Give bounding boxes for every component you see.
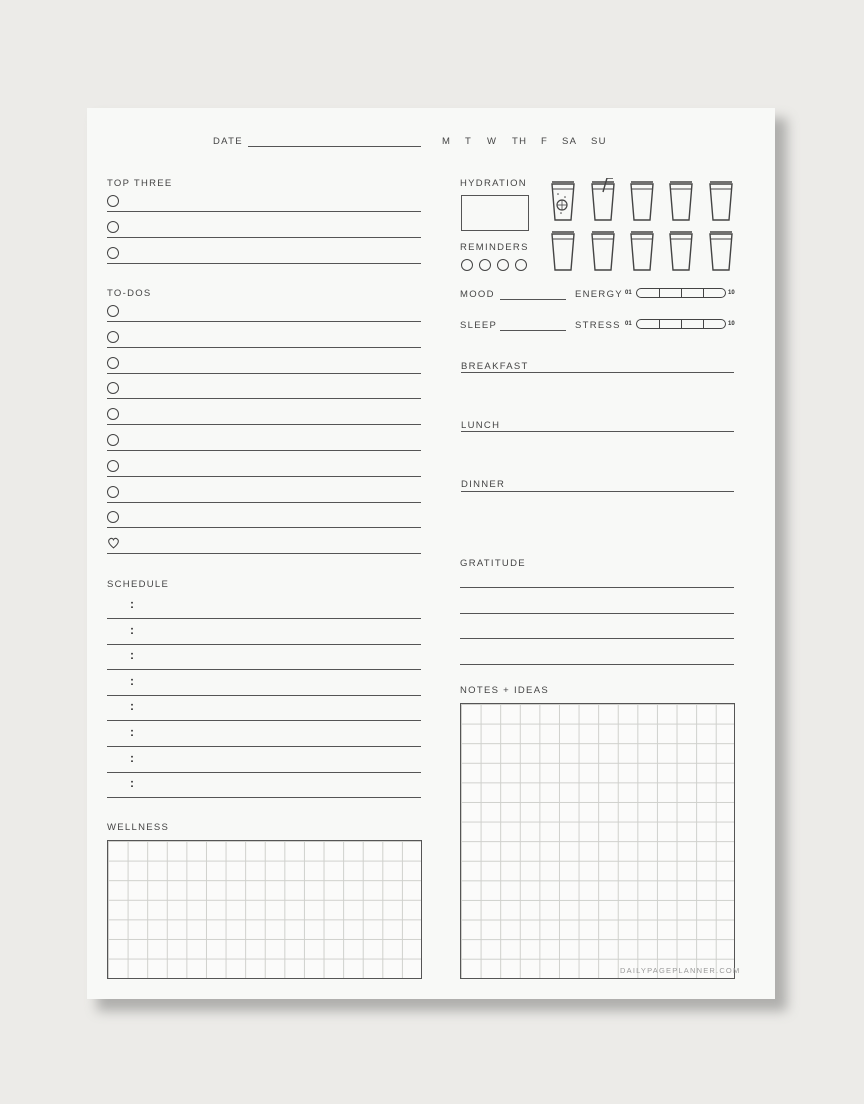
time-separator: : — [130, 699, 134, 713]
schedule-line[interactable] — [107, 797, 421, 798]
time-separator: : — [130, 725, 134, 739]
water-glass-icon[interactable] — [667, 228, 695, 272]
notes-grid[interactable] — [460, 703, 735, 979]
energy-scale-max: 10 — [728, 290, 735, 296]
top-three-line[interactable] — [107, 211, 421, 212]
stress-scale-max: 10 — [728, 321, 735, 327]
circle-icon[interactable] — [107, 382, 119, 394]
circle-icon[interactable] — [107, 357, 119, 369]
circle-icon[interactable] — [107, 511, 119, 523]
schedule-line[interactable] — [107, 720, 421, 721]
todo-line[interactable] — [107, 373, 421, 374]
todo-line[interactable] — [107, 347, 421, 348]
todo-line[interactable] — [107, 553, 421, 554]
top-three-heading: TOP THREE — [107, 178, 173, 189]
wellness-heading: WELLNESS — [107, 822, 170, 833]
stress-label: STRESS — [575, 320, 621, 331]
breakfast-label: BREAKFAST — [461, 361, 529, 372]
water-glass-icon[interactable] — [549, 228, 577, 272]
day-wed[interactable]: W — [487, 136, 498, 147]
straw-glass-icon[interactable] — [589, 178, 617, 222]
circle-icon[interactable] — [107, 247, 119, 259]
schedule-line[interactable] — [107, 618, 421, 619]
circle-icon[interactable] — [107, 434, 119, 446]
water-glass-icon[interactable] — [628, 228, 656, 272]
stress-scale[interactable] — [636, 319, 726, 329]
day-fri[interactable]: F — [541, 136, 549, 147]
circle-icon[interactable] — [107, 195, 119, 207]
schedule-line[interactable] — [107, 644, 421, 645]
time-separator: : — [130, 623, 134, 637]
water-glass-icon[interactable] — [707, 228, 735, 272]
wellness-grid[interactable] — [107, 840, 422, 979]
circle-icon[interactable] — [107, 408, 119, 420]
todo-line[interactable] — [107, 476, 421, 477]
todo-line[interactable] — [107, 450, 421, 451]
gratitude-line[interactable] — [460, 664, 734, 665]
stress-scale-min: 01 — [625, 321, 632, 327]
lemon-water-icon[interactable] — [549, 178, 577, 222]
schedule-line[interactable] — [107, 746, 421, 747]
circle-icon[interactable] — [107, 305, 119, 317]
gratitude-line[interactable] — [460, 638, 734, 639]
top-three-line[interactable] — [107, 237, 421, 238]
planner-page — [87, 108, 775, 999]
schedule-line[interactable] — [107, 695, 421, 696]
day-sun[interactable]: SU — [591, 136, 607, 147]
day-sat[interactable]: SA — [562, 136, 578, 147]
heart-icon[interactable] — [107, 537, 120, 549]
time-separator: : — [130, 751, 134, 765]
energy-label: ENERGY — [575, 289, 623, 300]
reminder-circle-icon[interactable] — [461, 259, 473, 271]
day-mon[interactable]: M — [442, 136, 452, 147]
mood-label: MOOD — [460, 289, 495, 300]
schedule-line[interactable] — [107, 772, 421, 773]
circle-icon[interactable] — [107, 460, 119, 472]
gratitude-line[interactable] — [460, 613, 734, 614]
lunch-line[interactable] — [461, 431, 734, 432]
sleep-label: SLEEP — [460, 320, 498, 331]
circle-icon[interactable] — [107, 486, 119, 498]
water-glass-icon[interactable] — [667, 178, 695, 222]
water-glass-icon[interactable] — [707, 178, 735, 222]
hydration-heading: HYDRATION — [460, 178, 527, 189]
water-glass-icon[interactable] — [628, 178, 656, 222]
top-three-line[interactable] — [107, 263, 421, 264]
todo-line[interactable] — [107, 502, 421, 503]
dinner-line[interactable] — [461, 491, 734, 492]
notes-heading: NOTES + IDEAS — [460, 685, 549, 696]
todo-line[interactable] — [107, 424, 421, 425]
breakfast-line[interactable] — [461, 372, 734, 373]
time-separator: : — [130, 674, 134, 688]
todos-heading: TO-DOS — [107, 288, 152, 299]
todo-line[interactable] — [107, 321, 421, 322]
hydration-box[interactable] — [461, 195, 529, 231]
todo-line[interactable] — [107, 398, 421, 399]
gratitude-heading: GRATITUDE — [460, 558, 526, 569]
time-separator: : — [130, 776, 134, 790]
todo-line[interactable] — [107, 527, 421, 528]
lunch-label: LUNCH — [461, 420, 501, 431]
date-field[interactable] — [248, 146, 421, 147]
reminders-heading: REMINDERS — [460, 242, 529, 253]
circle-icon[interactable] — [107, 331, 119, 343]
schedule-heading: SCHEDULE — [107, 579, 170, 590]
energy-scale[interactable] — [636, 288, 726, 298]
date-label: DATE — [213, 136, 243, 147]
schedule-line[interactable] — [107, 669, 421, 670]
sleep-field[interactable] — [500, 330, 566, 331]
reminder-circle-icon[interactable] — [479, 259, 491, 271]
gratitude-line[interactable] — [460, 587, 734, 588]
dinner-label: DINNER — [461, 479, 506, 490]
mood-field[interactable] — [500, 299, 566, 300]
day-tue[interactable]: T — [465, 136, 473, 147]
time-separator: : — [130, 597, 134, 611]
energy-scale-min: 01 — [625, 290, 632, 296]
water-glass-icon[interactable] — [589, 228, 617, 272]
reminder-circle-icon[interactable] — [497, 259, 509, 271]
day-thu[interactable]: TH — [512, 136, 528, 147]
site-footer: DAILYPAGEPLANNER.COM — [620, 966, 741, 975]
reminder-circle-icon[interactable] — [515, 259, 527, 271]
circle-icon[interactable] — [107, 221, 119, 233]
time-separator: : — [130, 648, 134, 662]
